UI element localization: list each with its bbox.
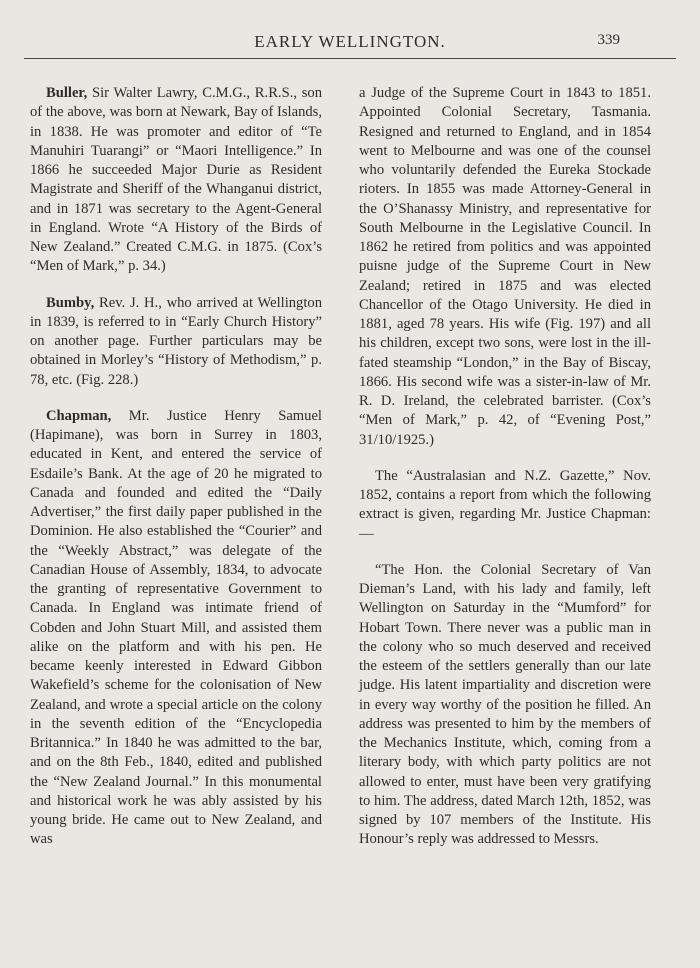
entry-name: Chapman, xyxy=(46,407,112,424)
right-column xyxy=(359,84,651,867)
running-title: EARLY WELLINGTON. xyxy=(254,32,446,51)
entry-text: Mr. Justice Henry Samuel (Hapimane), was born in Surrey in 1803, educated in Kent, and entered the service of Esdaile’s Bank. At the age of 20 he migrated to Canada and founded and edited the “Daily Advertiser,” the first daily paper published in the Dominion. He also established the “Courier” and the “Weekly Abstract,” was delegate of the Canadian House of Assembly, 1834, to advocate the granting of representative Government to Canada. In England was intimate friend of Cobden and John Stuart Mill, and assisted them alike on the platform and with his pen. He became keenly interested in Edward Gibbon Wakefield’s scheme for the colonisation of New Zealand, and wrote a special article on the colony in the seventh edition of the “Encyclopedia Britannica.” In 1840 he was admitted to the bar, and on the 8th Feb., 1840, edited and published the “New Zealand Journal.” In this monumental and historical work he was ably assisted by his young bride. He came out to New Zealand, and was xyxy=(30,407,322,848)
paragraph-gazette-quote: “The Hon. the Colonial Secretary of Van Dieman’s Land, with his lady and family, left Wellington on Saturday in the “Mumford” for Hobart Town. There never was a public man in the colony who so much deserved and received the esteem of the settlers generally than our late judge. His latent impartiality and discretion were in every way worthy of the position he filled. An address was presented to him by the members of the Mechanics Institute, which, coming from a literary body, with which party politics are not allowed to enter, must have been very gratifying to him. The address, dated March 12th, 1852, was signed by 107 members of the Institute. His Honour’s reply was addressed to Messrs. xyxy=(359,561,651,848)
entry-text: Rev. J. H., who arrived at Wellington in 1839, is referred to in “Early Church History” on another page. Further particulars may be obtained in Morley’s “History of Methodism,” p. 78, etc. (Fig. 228.) xyxy=(30,294,322,388)
entry-text: Sir Walter Lawry, C.M.G., R.R.S., son of the above, was born at Newark, Bay of Islands, in 1838. He was promoter and editor of “Te Manuhiri Tuarangi” or “Maori Intelligence.” In 1866 he succeeded Major Durie as Resident Magistrate and Sheriff of the Whanganui district, and in 1871 was secretary to the Agent-General in England. Wrote “A History of the Birds of New Zealand.” Created C.M.G. in 1875. (Cox’s “Men of Mark,” p. 34.) xyxy=(30,85,322,275)
entry-bumby xyxy=(30,294,322,390)
entry-name: Buller, xyxy=(46,85,88,101)
page-header xyxy=(24,26,676,59)
entry-chapman xyxy=(30,407,322,850)
page-number: 339 xyxy=(597,32,620,48)
paragraph-continuation: a Judge of the Supreme Court in 1843 to 1851. Appointed Colonial Secretary, Tasmania. Resigned and returned to England, and in 1854 went to Melbourne and was one of the counsel who voluntarily defended the Eureka Stockade rioters. In 1855 was made Attorney-General in the O’Shanassy Ministry, and representative for South Melbourne in the Legislative Council. In 1862 he retired from politics and was appointed puisne judge of the Supreme Court in New Zealand; retired in 1875 and was elected Chancellor of the Otago University. He died in 1881, aged 78 years. His wife (Fig. 197) and all his children, except two sons, were lost in the ill-fated steamship “London,” in the Bay of Biscay, 1866. His second wife was a sister-in-law of Mr. R. D. Ireland, the celebrated barrister. (Cox’s “Men of Mark,” p. 42, of “Evening Post,” 31/10/1925.) xyxy=(359,85,651,448)
entry-name: Bumby, xyxy=(46,294,95,311)
paragraph-gazette-intro: The “Australasian and N.Z. Gazette,” Nov. 1852, contains a report from which the following extract is given, regarding Mr. Justice Chapman:— xyxy=(359,467,651,542)
left-column xyxy=(30,84,322,867)
entry-buller xyxy=(30,84,322,277)
